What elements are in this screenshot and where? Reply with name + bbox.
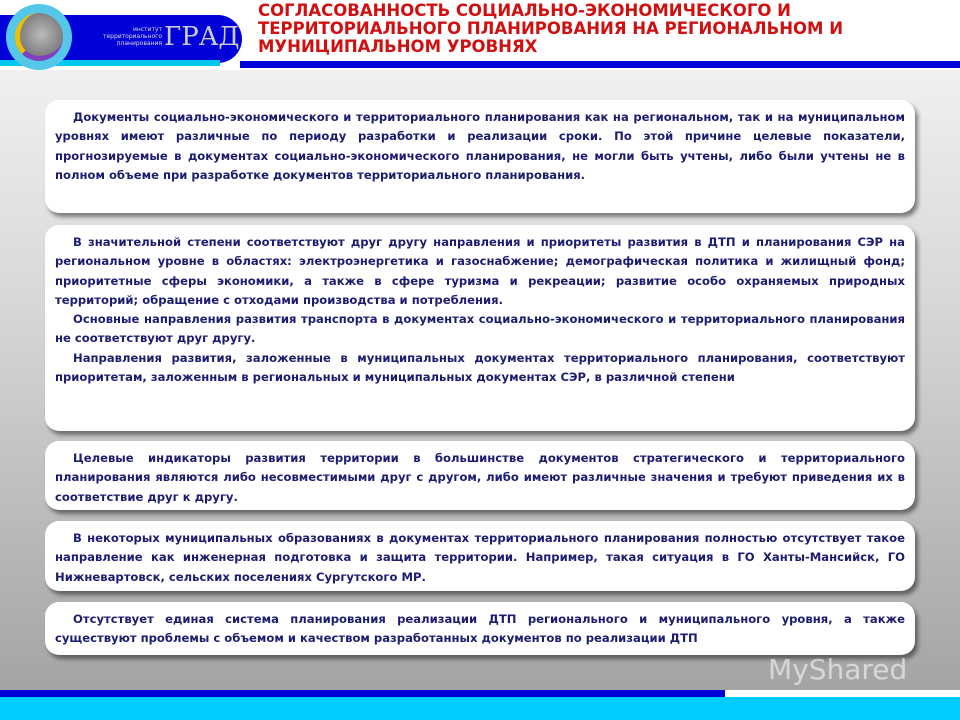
- logo-brand: ГРАД: [164, 22, 240, 52]
- paragraph: Отсутствует единая система планирования реализации ДТП регионального и муниципального уровня, а также существуют проблемы с объемом и качеством разработанных документов по реализации ДТП: [55, 612, 905, 646]
- paragraph: Целевые индикаторы развития территории в большинстве документов стратегического и территориального планирования являются либо несовместимыми друг с другом, либо имеют различные значения и требуют приведения их в соответствие друг к другу.: [55, 451, 905, 504]
- institute-logo-icon: [6, 4, 72, 70]
- text-box: [45, 441, 915, 510]
- logo-line: институт: [132, 26, 162, 33]
- logo-line: территориального: [102, 33, 162, 40]
- watermark: MyShared: [768, 653, 908, 686]
- text-box: [45, 602, 915, 655]
- logo-caption: [86, 26, 162, 47]
- logo-line: планирования: [116, 40, 162, 47]
- slide-title: СОГЛАСОВАННОСТЬ СОЦИАЛЬНО-ЭКОНОМИЧЕСКОГО И ТЕРРИТОРИАЛЬНОГО ПЛАНИРОВАНИЯ НА РЕГИОНАЛЬНОМ И МУНИЦИПАЛЬНОМ УРОВНЯХ: [258, 1, 844, 56]
- paragraph: В некоторых муниципальных образованиях в документах территориального планирования полностью отсутствует такое направление как инженерная подготовка и защита территории. Например, такая ситуация в ГО Ханты-Мансийск, ГО Нижневартовск, сельских поселениях Сургутского МР.: [55, 531, 905, 584]
- text-box: [45, 225, 915, 431]
- paragraph: Основные направления развития транспорта в документах социально-экономического и территориального планирования не соответствуют друг другу.: [55, 312, 905, 346]
- header-divider: [240, 61, 960, 68]
- paragraph: В значительной степени соответствуют друг другу направления и приоритеты развития в ДТП и планирования СЭР на региональном уровне в областях: электроэнергетика и газоснабжение; демографическая политика и жилищный фонд; приоритетные сферы экономики, а также в сфере туризма и рекреации; развитие особо охраняемых природных территорий; обращение с отходами производства и потребления.: [55, 235, 905, 307]
- paragraph: Направления развития, заложенные в муниципальных документах территориального планирования, соответствуют приоритетам, заложенным в региональных и муниципальных документах СЭР, в различной степени: [55, 350, 905, 385]
- text-box: [45, 100, 915, 213]
- text-box: [45, 521, 915, 591]
- footer-cyan-bar: [0, 697, 960, 720]
- paragraph: Документы социально-экономического и территориального планирования как на региональном, так и на муниципальном уровнях имеют различные по периоду разработки и реализации сроки. По этой причине целевые показатели, прогнозируемые в документах социально-экономического планирования, не могли быть учтены, либо были учтены не в полном объеме при разработке документов территориального планирования.: [55, 110, 905, 182]
